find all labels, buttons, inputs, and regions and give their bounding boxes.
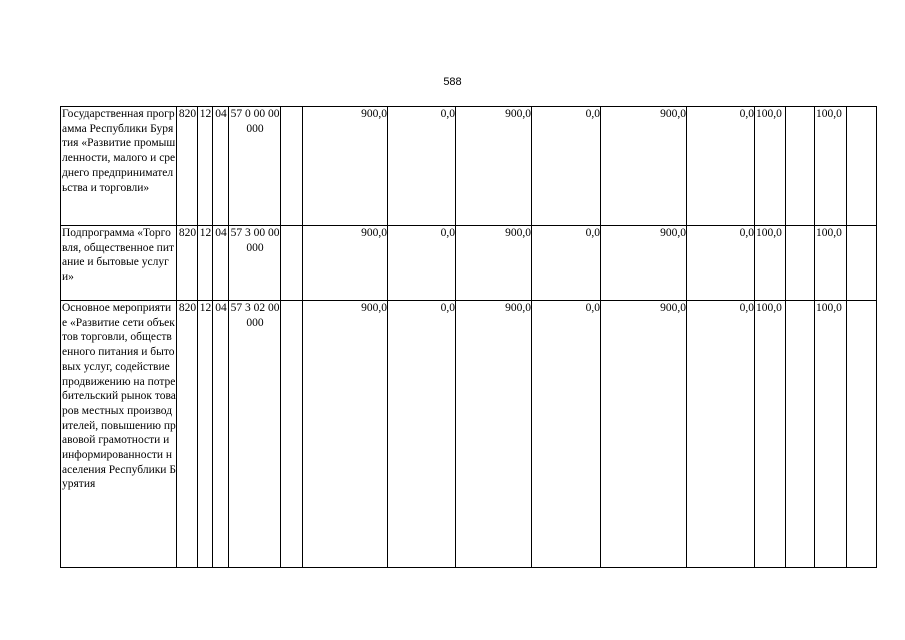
value-cell: 0,0	[532, 301, 601, 568]
percent-cell	[847, 107, 877, 226]
percent-cell	[847, 301, 877, 568]
percent-cell: 100,0	[815, 226, 847, 301]
value-cell: 0,0	[687, 107, 755, 226]
percent-cell: 100,0	[755, 226, 786, 301]
percent-cell	[847, 226, 877, 301]
value-cell: 900,0	[303, 107, 388, 226]
value-cell: 0,0	[532, 107, 601, 226]
value-cell: 900,0	[456, 301, 532, 568]
value-cell: 0,0	[388, 107, 456, 226]
value-cell: 900,0	[601, 107, 687, 226]
expense-type	[281, 226, 303, 301]
row-name: Государственная программа Республики Бурятия «Развитие промышленности, малого и среднего предпринимательства и торговли»	[61, 107, 177, 226]
subsection-code: 04	[213, 301, 229, 568]
percent-cell	[786, 301, 815, 568]
ministry-code: 820	[177, 301, 198, 568]
subsection-code: 04	[213, 107, 229, 226]
percent-cell: 100,0	[815, 107, 847, 226]
row-name: Основное мероприятие «Развитие сети объектов торговли, общественного питания и бытовых услуг, содействие продвижению на потребительский рынок товаров местных производителей, повышению правовой грамотности и информированности населения Республики Бурятия	[61, 301, 177, 568]
value-cell: 900,0	[601, 301, 687, 568]
value-cell: 0,0	[388, 226, 456, 301]
table-row	[61, 301, 877, 568]
percent-cell	[786, 107, 815, 226]
expense-type	[281, 107, 303, 226]
subsection-code: 04	[213, 226, 229, 301]
ministry-code: 820	[177, 107, 198, 226]
value-cell: 900,0	[303, 301, 388, 568]
value-cell: 900,0	[456, 226, 532, 301]
value-cell: 0,0	[388, 301, 456, 568]
percent-cell: 100,0	[755, 301, 786, 568]
ministry-code: 820	[177, 226, 198, 301]
value-cell: 900,0	[303, 226, 388, 301]
value-cell: 0,0	[687, 301, 755, 568]
value-cell: 0,0	[532, 226, 601, 301]
section-code: 12	[198, 107, 213, 226]
section-code: 12	[198, 226, 213, 301]
row-name: Подпрограмма «Торговля, общественное питание и бытовые услуги»	[61, 226, 177, 301]
budget-table	[60, 106, 877, 568]
target-code: 57 0 00 00000	[229, 107, 281, 226]
table-row	[61, 226, 877, 301]
expense-type	[281, 301, 303, 568]
percent-cell: 100,0	[815, 301, 847, 568]
table-row	[61, 107, 877, 226]
target-code: 57 3 02 00000	[229, 301, 281, 568]
section-code: 12	[198, 301, 213, 568]
page-number: 588	[443, 76, 462, 88]
percent-cell	[786, 226, 815, 301]
value-cell: 900,0	[456, 107, 532, 226]
percent-cell: 100,0	[755, 107, 786, 226]
value-cell: 0,0	[687, 226, 755, 301]
target-code: 57 3 00 00000	[229, 226, 281, 301]
value-cell: 900,0	[601, 226, 687, 301]
